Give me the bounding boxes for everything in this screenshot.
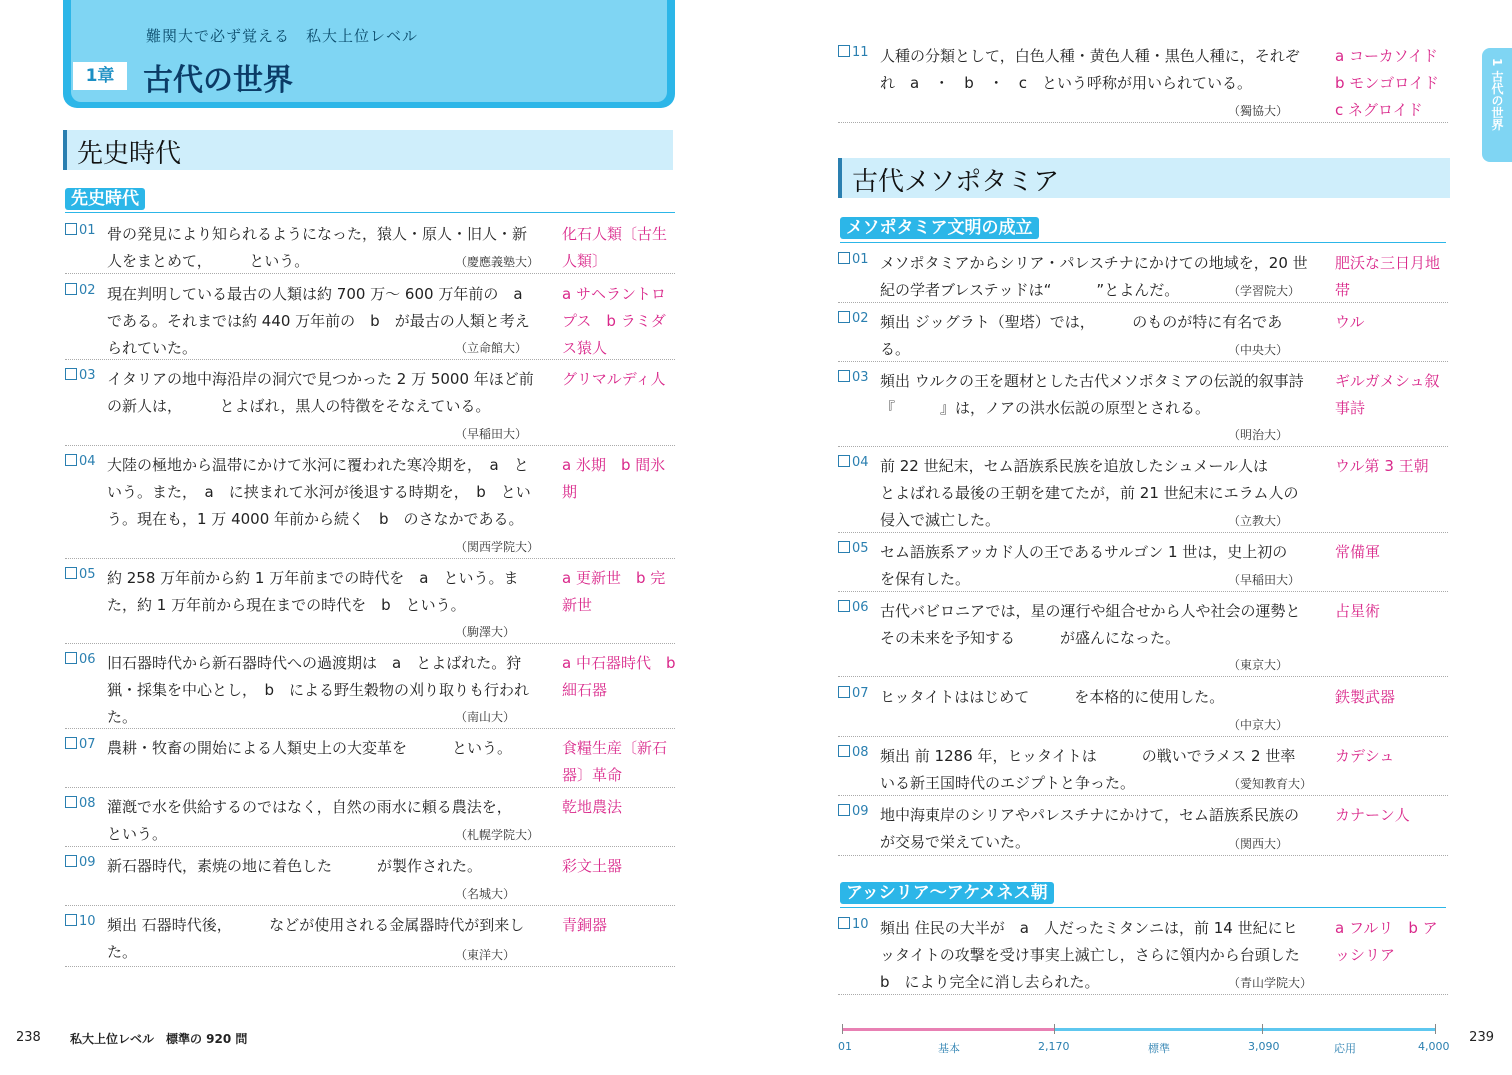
question-text: 現在判明している最古の人類は約 700 万～ 600 万年前の a である。それまでは約 440 万年前の b が最古の人類と考えられていた。 bbox=[107, 285, 538, 357]
checkbox-icon bbox=[65, 914, 77, 926]
question-text: 頻出 ジッグラト（聖塔）では， のものが特に有名である。 bbox=[880, 313, 1283, 358]
question-number bbox=[65, 914, 96, 929]
question-number-text: 10 bbox=[852, 917, 869, 932]
answer-text: a 中石器時代 b 細石器 bbox=[562, 654, 676, 699]
checkbox-icon bbox=[838, 311, 850, 323]
list-item bbox=[838, 252, 1448, 303]
checkbox-icon bbox=[838, 686, 850, 698]
question-text: 人種の分類として，白色人種・黄色人種・黒色人種に，それぞれ a ・ b ・ c という呼称が用いられている。 bbox=[880, 47, 1300, 92]
question-number bbox=[65, 567, 96, 582]
checkbox-icon bbox=[65, 796, 77, 808]
question-number-text: 09 bbox=[852, 804, 869, 819]
checkbox-icon bbox=[838, 45, 850, 57]
answer-text: 肥沃な三日月地帯 bbox=[1335, 254, 1441, 299]
question-number-text: 07 bbox=[79, 737, 96, 752]
question-number-text: 07 bbox=[852, 686, 869, 701]
question-number-text: 04 bbox=[852, 455, 869, 470]
question-number-text: 01 bbox=[79, 223, 96, 238]
source-label: （立命館大） bbox=[455, 341, 528, 355]
answer-text: ウル第 3 王朝 bbox=[1335, 457, 1429, 475]
question-number-text: 08 bbox=[79, 796, 96, 811]
question-text: 大陸の極地から温帯にかけて氷河に覆われた寒冷期を， a という。また， a に挟まれて氷河が後退する時期を， b という。現在も，1 万 4000 年前から続く b のさなかである。 bbox=[107, 456, 531, 528]
answer-text: 常備軍 bbox=[1335, 543, 1381, 561]
source-label: （中京大） bbox=[1228, 718, 1289, 732]
checkbox-icon bbox=[838, 917, 850, 929]
question-number-text: 06 bbox=[79, 652, 96, 667]
list-item bbox=[838, 311, 1448, 362]
question-text: 古代バビロニアでは，星の運行や組合せから人や社会の運勢とその未来を予知する が盛んになった。 bbox=[880, 602, 1301, 647]
question-number bbox=[838, 600, 869, 615]
answer-text: カデシュ bbox=[1335, 747, 1395, 765]
page-number: 238 bbox=[16, 1030, 41, 1045]
answer-text: 乾地農法 bbox=[562, 798, 623, 816]
answer-text: a 更新世 b 完新世 bbox=[562, 569, 666, 614]
list-item bbox=[65, 652, 675, 729]
list-item bbox=[65, 567, 675, 644]
answer-text: ウル bbox=[1335, 313, 1365, 331]
source-label: （早稲田大） bbox=[455, 427, 528, 441]
answer-text: ギルガメシュ叙事詩 bbox=[1335, 372, 1440, 417]
book-title: 私大上位レベル 標準の 920 問 bbox=[70, 1032, 248, 1046]
question-text: 地中海東岸のシリアやパレスチナにかけて，セム語族系民族の が交易で栄えていた。 bbox=[880, 806, 1344, 851]
checkbox-icon bbox=[65, 567, 77, 579]
answer-text: 彩文土器 bbox=[562, 857, 623, 875]
checkbox-icon bbox=[65, 283, 77, 295]
subsection-heading: 先史時代 bbox=[65, 188, 145, 210]
right-page bbox=[756, 0, 1512, 1075]
question-number bbox=[65, 652, 96, 667]
source-label: （中央大） bbox=[1228, 343, 1289, 357]
question-number bbox=[838, 311, 869, 326]
list-item bbox=[65, 796, 675, 847]
source-label: （青山学院大） bbox=[1228, 976, 1313, 990]
question-number bbox=[838, 45, 869, 60]
question-number-text: 02 bbox=[79, 283, 96, 298]
source-label: （駒澤大） bbox=[455, 625, 516, 639]
question-number-text: 05 bbox=[852, 541, 869, 556]
answer-text: 化石人類〔古生人類〕 bbox=[562, 225, 668, 270]
question-number bbox=[838, 370, 869, 385]
question-number-text: 09 bbox=[79, 855, 96, 870]
subsection-heading: メソポタミア文明の成立 bbox=[840, 217, 1039, 239]
question-text: 頻出 前 1286 年，ヒッタイトは の戦いでラメス 2 世率いる新王国時代のエジプトと争った。 bbox=[880, 747, 1296, 792]
checkbox-icon bbox=[838, 804, 850, 816]
question-text: セム語族系アッカド人の王であるサルゴン 1 世は，史上初の を保有した。 bbox=[880, 543, 1333, 588]
question-text: 旧石器時代から新石器時代への過渡期は a とよばれた。狩猟・採集を中心とし， b による野生穀物の刈り取りも行われた。 bbox=[107, 654, 530, 726]
section-heading: 古代メソポタミア bbox=[838, 158, 1450, 198]
checkbox-icon bbox=[838, 600, 850, 612]
scale-label: 応用 bbox=[1334, 1042, 1356, 1055]
question-number bbox=[838, 917, 869, 932]
scale-label: 01 bbox=[838, 1040, 852, 1053]
checkbox-icon bbox=[838, 252, 850, 264]
list-item bbox=[838, 917, 1448, 995]
question-number-text: 11 bbox=[852, 45, 869, 60]
question-number bbox=[65, 454, 96, 469]
question-text: 新石器時代，素焼の地に着色した が製作された。 bbox=[107, 857, 483, 875]
scale-label: 標準 bbox=[1148, 1042, 1170, 1055]
source-label: （関西学院大） bbox=[455, 540, 540, 554]
list-item bbox=[838, 541, 1448, 592]
answer-text: a コーカソイド b モンゴロイド c ネグロイド bbox=[1335, 47, 1454, 119]
question-number-text: 10 bbox=[79, 914, 96, 929]
source-label: （東京大） bbox=[1228, 658, 1289, 672]
scale-label: 基本 bbox=[938, 1042, 960, 1055]
list-item bbox=[65, 368, 675, 446]
question-number bbox=[65, 855, 96, 870]
question-text: 灌漑で水を供給するのではなく，自然の雨水に頼る農法を， という。 bbox=[107, 798, 550, 843]
answer-text: a フルリ b アッシリア bbox=[1335, 919, 1438, 964]
question-number-text: 08 bbox=[852, 745, 869, 760]
question-text: 頻出 ウルクの王を題材とした古代メソポタミアの伝説的叙事詩『 』は，ノアの洪水伝説の原型とされる。 bbox=[880, 372, 1304, 417]
question-text: 頻出 石器時代後， などが使用される金属器時代が到来した。 bbox=[107, 916, 525, 961]
scale-label: 2,170 bbox=[1038, 1040, 1070, 1053]
list-item bbox=[65, 855, 675, 906]
question-number bbox=[65, 737, 96, 752]
question-number bbox=[838, 686, 869, 701]
question-text: 骨の発見により知られるようになった，猿人・原人・旧人・新人をまとめて， という。 bbox=[107, 225, 528, 270]
source-label: （札幌学院大） bbox=[455, 828, 540, 842]
list-item bbox=[65, 454, 675, 559]
question-number-text: 01 bbox=[852, 252, 869, 267]
source-label: （東洋大） bbox=[455, 948, 516, 962]
list-item bbox=[838, 455, 1448, 533]
checkbox-icon bbox=[65, 855, 77, 867]
source-label: （慶應義塾大） bbox=[455, 255, 540, 269]
chapter-badge: 1章 bbox=[73, 62, 127, 90]
question-number bbox=[65, 223, 96, 238]
source-label: （名城大） bbox=[455, 887, 516, 901]
question-number bbox=[65, 796, 96, 811]
list-item bbox=[838, 686, 1448, 737]
list-item bbox=[838, 370, 1448, 447]
checkbox-icon bbox=[65, 454, 77, 466]
source-label: （獨協大） bbox=[1228, 104, 1289, 118]
checkbox-icon bbox=[838, 541, 850, 553]
question-number-text: 03 bbox=[79, 368, 96, 383]
checkbox-icon bbox=[838, 370, 850, 382]
question-number-text: 02 bbox=[852, 311, 869, 326]
question-text: 頻出 住民の大半が a 人だったミタンニは，前 14 世紀にヒッタイトの攻撃を受け事実上滅亡し，さらに領内から台頭した b により完全に消し去られた。 bbox=[880, 919, 1315, 991]
progress-scale bbox=[838, 1028, 1450, 1055]
answer-text: a 氷期 b 間氷期 bbox=[562, 456, 666, 501]
question-number bbox=[838, 252, 869, 267]
answer-text: カナーン人 bbox=[1335, 806, 1410, 824]
question-text: 農耕・牧畜の開始による人類史上の大変革を という。 bbox=[107, 739, 513, 757]
source-label: （明治大） bbox=[1228, 428, 1289, 442]
checkbox-icon bbox=[65, 737, 77, 749]
list-item bbox=[838, 804, 1448, 856]
question-text: ヒッタイトははじめて を本格的に使用した。 bbox=[880, 688, 1225, 706]
list-item bbox=[65, 283, 675, 360]
answer-text: グリマルディ人 bbox=[562, 370, 666, 388]
page-number: 239 bbox=[1469, 1030, 1494, 1045]
checkbox-icon bbox=[65, 652, 77, 664]
list-item bbox=[65, 737, 675, 788]
question-number bbox=[65, 283, 96, 298]
source-label: （愛知教育大） bbox=[1228, 777, 1313, 791]
list-item bbox=[838, 45, 1454, 123]
list-item bbox=[65, 223, 675, 274]
answer-text: 占星術 bbox=[1335, 602, 1381, 620]
question-number bbox=[838, 541, 869, 556]
question-number-text: 05 bbox=[79, 567, 96, 582]
section-heading: 先史時代 bbox=[63, 130, 673, 170]
checkbox-icon bbox=[838, 455, 850, 467]
checkbox-icon bbox=[838, 745, 850, 757]
source-label: （早稲田大） bbox=[1228, 573, 1301, 587]
subsection-heading-2: アッシリア～アケメネス朝 bbox=[840, 882, 1054, 904]
scale-label: 3,090 bbox=[1248, 1040, 1280, 1053]
list-item bbox=[838, 745, 1448, 796]
question-number-text: 06 bbox=[852, 600, 869, 615]
question-number bbox=[838, 455, 869, 470]
chapter-title: 古代の世界 bbox=[143, 63, 293, 98]
source-label: （学習院大） bbox=[1228, 284, 1301, 298]
question-number-text: 04 bbox=[79, 454, 96, 469]
question-text: メソポタミアからシリア・パレスチナにかけての地域を，20 世紀の学者ブレステッドは“ ”とよんだ。 bbox=[880, 254, 1308, 299]
source-label: （南山大） bbox=[455, 710, 516, 724]
checkbox-icon bbox=[65, 223, 77, 235]
question-number-text: 03 bbox=[852, 370, 869, 385]
answer-text: a サヘラントロプス b ラミダス猿人 bbox=[562, 285, 666, 357]
question-number bbox=[838, 804, 869, 819]
answer-text: 鉄製武器 bbox=[1335, 688, 1396, 706]
side-tab: 1 古代の世界 bbox=[1482, 48, 1512, 162]
checkbox-icon bbox=[65, 368, 77, 380]
question-number bbox=[838, 745, 869, 760]
question-number bbox=[65, 368, 96, 383]
chapter-subtitle: 難関大で必ず覚える 私大上位レベル bbox=[146, 27, 419, 45]
answer-text: 青銅器 bbox=[562, 916, 608, 934]
answer-text: 食糧生産〔新石器〕革命 bbox=[562, 739, 668, 784]
question-text: イタリアの地中海沿岸の洞穴で見つかった 2 万 5000 年ほど前の新人は， とよばれ，黒人の特徴をそなえている。 bbox=[107, 370, 534, 415]
list-item bbox=[65, 914, 675, 967]
source-label: （立教大） bbox=[1228, 514, 1289, 528]
scale-label: 4,000 bbox=[1418, 1040, 1450, 1053]
source-label: （関西大） bbox=[1228, 837, 1289, 851]
question-text: 約 258 万年前から約 1 万年前までの時代を a という。また，約 1 万年前から現在までの時代を b という。 bbox=[107, 569, 519, 614]
list-item bbox=[838, 600, 1448, 677]
question-text: 前 22 世紀末，セム語族系民族を追放したシュメール人は とよばれる最後の王朝を建てたが，前 21 世紀末にエラム人の侵入で滅亡した。 bbox=[880, 457, 1314, 529]
